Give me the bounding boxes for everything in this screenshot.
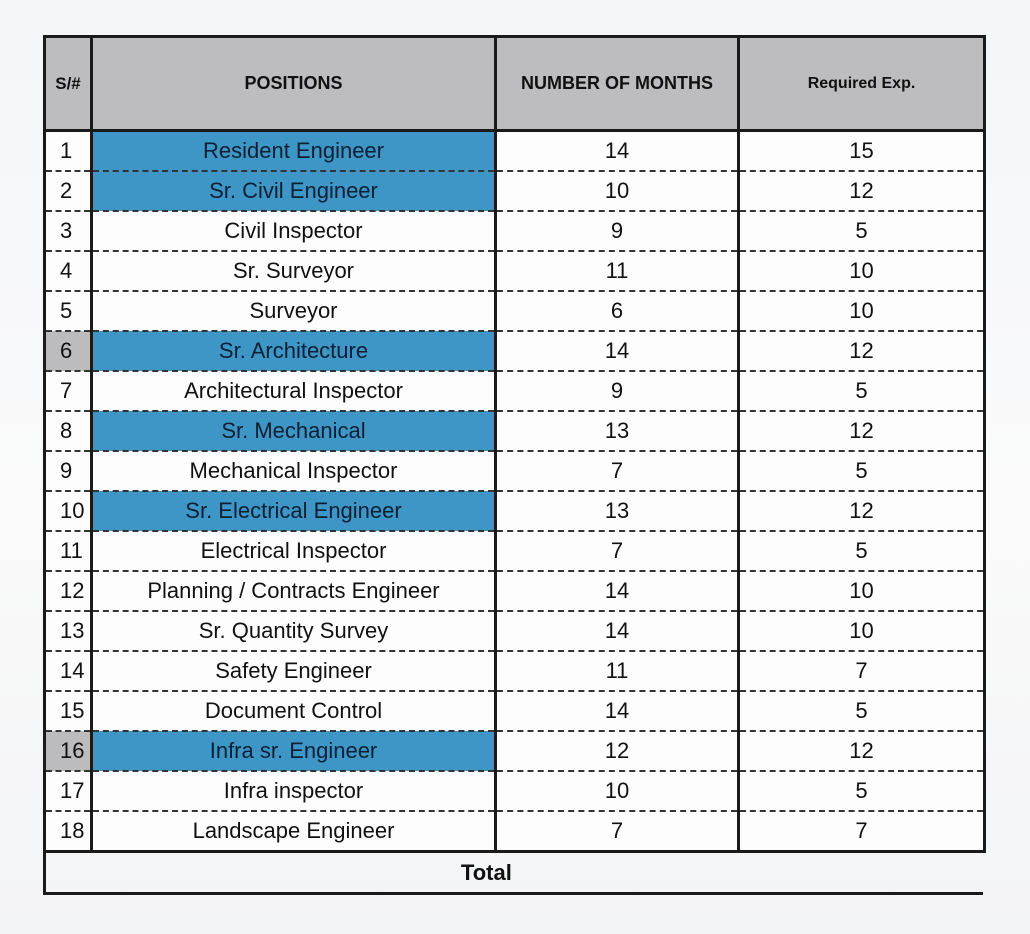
- row-number-of-months: 7: [496, 811, 739, 852]
- row-serial-number: 7: [45, 371, 92, 411]
- row-required-experience: 7: [739, 651, 985, 691]
- table-row: [45, 451, 985, 491]
- table-body: [45, 131, 985, 852]
- row-position: Mechanical Inspector: [92, 451, 496, 491]
- table-row: [45, 251, 985, 291]
- header-required-experience: Required Exp.: [739, 37, 985, 131]
- row-required-experience: 10: [739, 611, 985, 651]
- row-serial-number: 18: [45, 811, 92, 852]
- row-number-of-months: 14: [496, 331, 739, 371]
- table-row: [45, 131, 985, 172]
- table-row: [45, 331, 985, 371]
- row-serial-number: 5: [45, 291, 92, 331]
- row-serial-number: 17: [45, 771, 92, 811]
- row-required-experience: 5: [739, 691, 985, 731]
- row-number-of-months: 11: [496, 651, 739, 691]
- row-number-of-months: 6: [496, 291, 739, 331]
- table-header-row: [45, 37, 985, 131]
- row-position: Document Control: [92, 691, 496, 731]
- row-serial-number: 8: [45, 411, 92, 451]
- header-positions: POSITIONS: [92, 37, 496, 131]
- row-position: Sr. Mechanical: [92, 411, 496, 451]
- table-row: [45, 411, 985, 451]
- row-serial-number: 1: [45, 131, 92, 172]
- row-position: Civil Inspector: [92, 211, 496, 251]
- row-position: Sr. Surveyor: [92, 251, 496, 291]
- total-label: Total: [460, 860, 512, 885]
- row-serial-number: 3: [45, 211, 92, 251]
- row-number-of-months: 13: [496, 411, 739, 451]
- row-position: Safety Engineer: [92, 651, 496, 691]
- row-required-experience: 7: [739, 811, 985, 852]
- row-serial-number: 6: [45, 331, 92, 371]
- table-row: [45, 491, 985, 531]
- row-required-experience: 10: [739, 251, 985, 291]
- row-serial-number: 9: [45, 451, 92, 491]
- row-number-of-months: 14: [496, 691, 739, 731]
- row-position: Sr. Electrical Engineer: [92, 491, 496, 531]
- row-required-experience: 12: [739, 171, 985, 211]
- table-row: [45, 771, 985, 811]
- row-serial-number: 15: [45, 691, 92, 731]
- row-serial-number: 13: [45, 611, 92, 651]
- row-required-experience: 5: [739, 211, 985, 251]
- table-row: [45, 571, 985, 611]
- row-serial-number: 14: [45, 651, 92, 691]
- row-serial-number: 16: [45, 731, 92, 771]
- row-required-experience: 15: [739, 131, 985, 172]
- row-required-experience: 12: [739, 731, 985, 771]
- row-number-of-months: 12: [496, 731, 739, 771]
- row-required-experience: 5: [739, 371, 985, 411]
- table-row: [45, 211, 985, 251]
- row-number-of-months: 9: [496, 211, 739, 251]
- row-position: Planning / Contracts Engineer: [92, 571, 496, 611]
- header-serial-number: S/#: [45, 37, 92, 131]
- row-position: Resident Engineer: [92, 131, 496, 172]
- table-row: [45, 531, 985, 571]
- table-row: [45, 731, 985, 771]
- row-position: Sr. Architecture: [92, 331, 496, 371]
- row-number-of-months: 7: [496, 531, 739, 571]
- header-number-of-months: NUMBER OF MONTHS: [496, 37, 739, 131]
- row-position: Landscape Engineer: [92, 811, 496, 852]
- row-required-experience: 10: [739, 571, 985, 611]
- row-number-of-months: 11: [496, 251, 739, 291]
- row-number-of-months: 14: [496, 611, 739, 651]
- row-position: Sr. Civil Engineer: [92, 171, 496, 211]
- row-position: Sr. Quantity Survey: [92, 611, 496, 651]
- row-number-of-months: 14: [496, 131, 739, 172]
- total-row: [43, 851, 983, 895]
- table-row: [45, 371, 985, 411]
- row-required-experience: 5: [739, 451, 985, 491]
- row-position: Electrical Inspector: [92, 531, 496, 571]
- row-serial-number: 4: [45, 251, 92, 291]
- row-number-of-months: 9: [496, 371, 739, 411]
- row-serial-number: 2: [45, 171, 92, 211]
- row-required-experience: 10: [739, 291, 985, 331]
- row-required-experience: 12: [739, 411, 985, 451]
- table-row: [45, 291, 985, 331]
- table-row: [45, 691, 985, 731]
- row-position: Architectural Inspector: [92, 371, 496, 411]
- row-serial-number: 10: [45, 491, 92, 531]
- table-row: [45, 651, 985, 691]
- row-number-of-months: 10: [496, 171, 739, 211]
- positions-table: [43, 35, 986, 853]
- table-row: [45, 811, 985, 852]
- row-serial-number: 12: [45, 571, 92, 611]
- row-number-of-months: 7: [496, 451, 739, 491]
- row-number-of-months: 13: [496, 491, 739, 531]
- row-position: Infra inspector: [92, 771, 496, 811]
- row-position: Surveyor: [92, 291, 496, 331]
- row-number-of-months: 14: [496, 571, 739, 611]
- row-required-experience: 5: [739, 531, 985, 571]
- row-serial-number: 11: [45, 531, 92, 571]
- row-required-experience: 12: [739, 331, 985, 371]
- row-number-of-months: 10: [496, 771, 739, 811]
- row-required-experience: 5: [739, 771, 985, 811]
- table-row: [45, 611, 985, 651]
- row-required-experience: 12: [739, 491, 985, 531]
- row-position: Infra sr. Engineer: [92, 731, 496, 771]
- table-row: [45, 171, 985, 211]
